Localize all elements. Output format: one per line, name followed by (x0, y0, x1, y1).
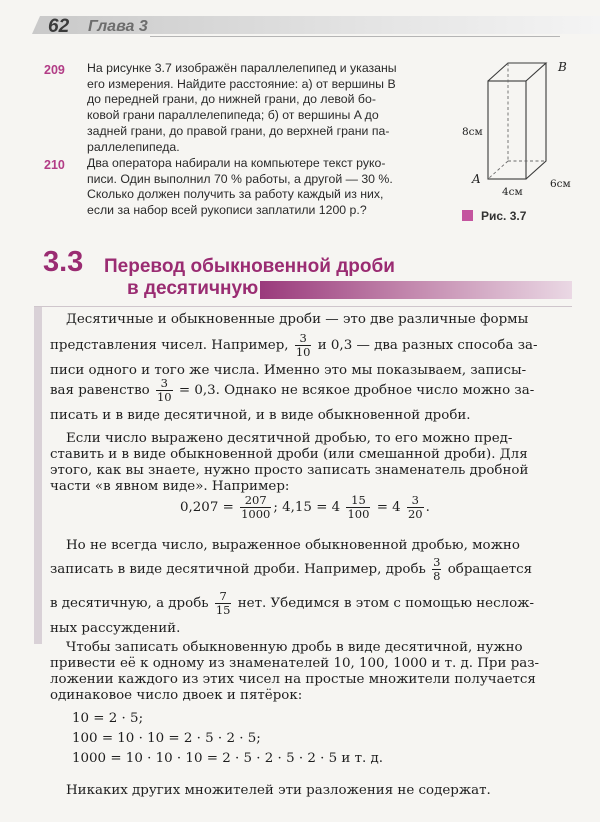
caption-square-icon (462, 210, 473, 221)
text-segment: нет. Убедимся в этом с помощью неслож- (237, 596, 535, 611)
section-title-bar (260, 281, 572, 299)
page-number: 62 (48, 16, 70, 37)
numerator: 3 (299, 331, 307, 345)
numerator: 3 (160, 376, 168, 390)
text-line: Чтобы записать обыкновенную дробь в виде десятичной, нужно (66, 640, 523, 655)
denominator: 8 (433, 569, 441, 583)
equation: 100 = 10 · 10 = 2 · 5 · 2 · 5; (72, 731, 261, 746)
text-line: ставить и в виде обыкновенной дроби (или смешанной дроби). Для (50, 447, 528, 462)
height-label: 8см (462, 126, 483, 138)
text-line: этого, как вы знаете, нужно просто записать знаменатель дробной (50, 463, 529, 478)
fraction (215, 590, 232, 617)
denominator: 10 (156, 390, 172, 404)
page-header (0, 0, 600, 42)
text-line: раллелепипеда. (87, 139, 180, 154)
equation: 1000 = 10 · 10 · 10 = 2 · 5 · 2 · 5 · 2 · 5 и т. д. (72, 751, 384, 766)
header-rule (150, 36, 560, 37)
fraction (346, 494, 370, 521)
exercise-209-text (87, 61, 397, 155)
text-line: писи одного и того же числа. Именно это мы показываем, записы- (50, 363, 527, 378)
chapter-title: Глава 3 (88, 18, 148, 35)
numerator: 15 (351, 493, 366, 507)
fraction (295, 332, 312, 359)
text-line: привести её к одному из знаменателей 10, 100, 1000 и т. д. При раз- (50, 656, 540, 671)
section-title-line2: в десятичную (127, 278, 259, 299)
width-label: 4см (502, 186, 523, 198)
text-segment: вая равенство (50, 383, 150, 398)
denominator: 1000 (241, 507, 271, 521)
fraction (407, 494, 424, 521)
text-line (50, 332, 538, 359)
text-segment: . (425, 500, 430, 515)
fraction (240, 494, 271, 521)
section-title-line1: Перевод обыкновенной дроби (104, 256, 395, 277)
text-segment: записать в виде десятичной дроби. Например, дробь (50, 562, 426, 577)
text-segment: = 0,3. Однако не всякое дробное число можно за- (178, 383, 535, 398)
parallelepiped-figure (462, 55, 588, 230)
text-line: Сколько должен получить за работу каждый из них, (87, 187, 384, 202)
text-line: Но не всегда число, выраженное обыкновенной дробью, можно (66, 538, 520, 553)
text-line: Никаких других множителей эти разложения не содержат. (66, 783, 491, 798)
exercise-210-text (87, 156, 393, 219)
numerator: 207 (244, 493, 267, 507)
definition-side-bar (34, 306, 42, 644)
denominator: 20 (407, 507, 423, 521)
text-line (50, 590, 534, 617)
text-line: ковой грани параллелепипеда; б) от вершины A до (87, 108, 379, 123)
text-line: писать и в виде десятичной, и в виде обыкновенной дроби. (50, 408, 471, 423)
section-number: 3.3 (43, 246, 84, 278)
text-line: до передней грани, до нижней грани, до левой бо- (87, 92, 376, 107)
fraction (156, 377, 173, 404)
text-line (50, 556, 532, 583)
figure-caption (462, 209, 526, 223)
text-line: На рисунке 3.7 изображён параллелепипед и указаны (87, 61, 397, 75)
text-segment: = 4 (376, 500, 401, 515)
denominator: 100 (347, 507, 370, 521)
text-segment: и 0,3 — два разных способа за- (317, 338, 538, 353)
text-line (50, 377, 534, 404)
text-line: части «в явном виде». Например: (50, 479, 290, 494)
text-segment: ; 4,15 = 4 (273, 500, 341, 515)
equation: 10 = 2 · 5; (72, 711, 144, 726)
exercise-210-number: 210 (44, 158, 65, 172)
text-line: Десятичные и обыкновенные дроби — это две различные формы (66, 312, 529, 327)
text-line: ных рассуждений. (50, 621, 181, 636)
depth-label: 6см (550, 178, 571, 190)
caption-text: Рис. 3.7 (481, 209, 527, 223)
vertex-a-label: A (472, 172, 481, 186)
text-line: одинаковое число двоек и пятёрок: (50, 688, 303, 703)
text-line: писи. Один выполнил 70 % работы, а другой — 30 %. (87, 171, 393, 186)
vertex-b-label: B (558, 60, 567, 74)
example-formula (180, 494, 430, 521)
text-line: задней грани, до правой грани, до верхней грани па- (87, 123, 390, 138)
fraction (432, 556, 441, 583)
definition-top-rule (34, 306, 572, 307)
text-line: ложении каждого из этих чисел на простые множители получается (50, 672, 536, 687)
denominator: 15 (215, 603, 231, 617)
numerator: 3 (411, 493, 419, 507)
text-line: его измерения. Найдите расстояние: а) от вершины B (87, 76, 396, 91)
numerator: 3 (433, 555, 441, 569)
denominator: 10 (295, 345, 311, 359)
text-segment: 0,207 = (180, 500, 234, 515)
text-segment: представления чисел. Например, (50, 338, 289, 353)
text-line: Два оператора набирали на компьютере текст руко- (87, 156, 386, 170)
numerator: 7 (219, 589, 227, 603)
text-segment: в десятичную, а дробь (50, 596, 209, 611)
text-segment: обращается (447, 562, 533, 577)
exercise-209-number: 209 (44, 63, 65, 77)
text-line: если за набор всей рукописи заплатили 1200 р.? (87, 203, 367, 218)
text-line: Если число выражено десятичной дробью, то его можно пред- (66, 431, 513, 446)
